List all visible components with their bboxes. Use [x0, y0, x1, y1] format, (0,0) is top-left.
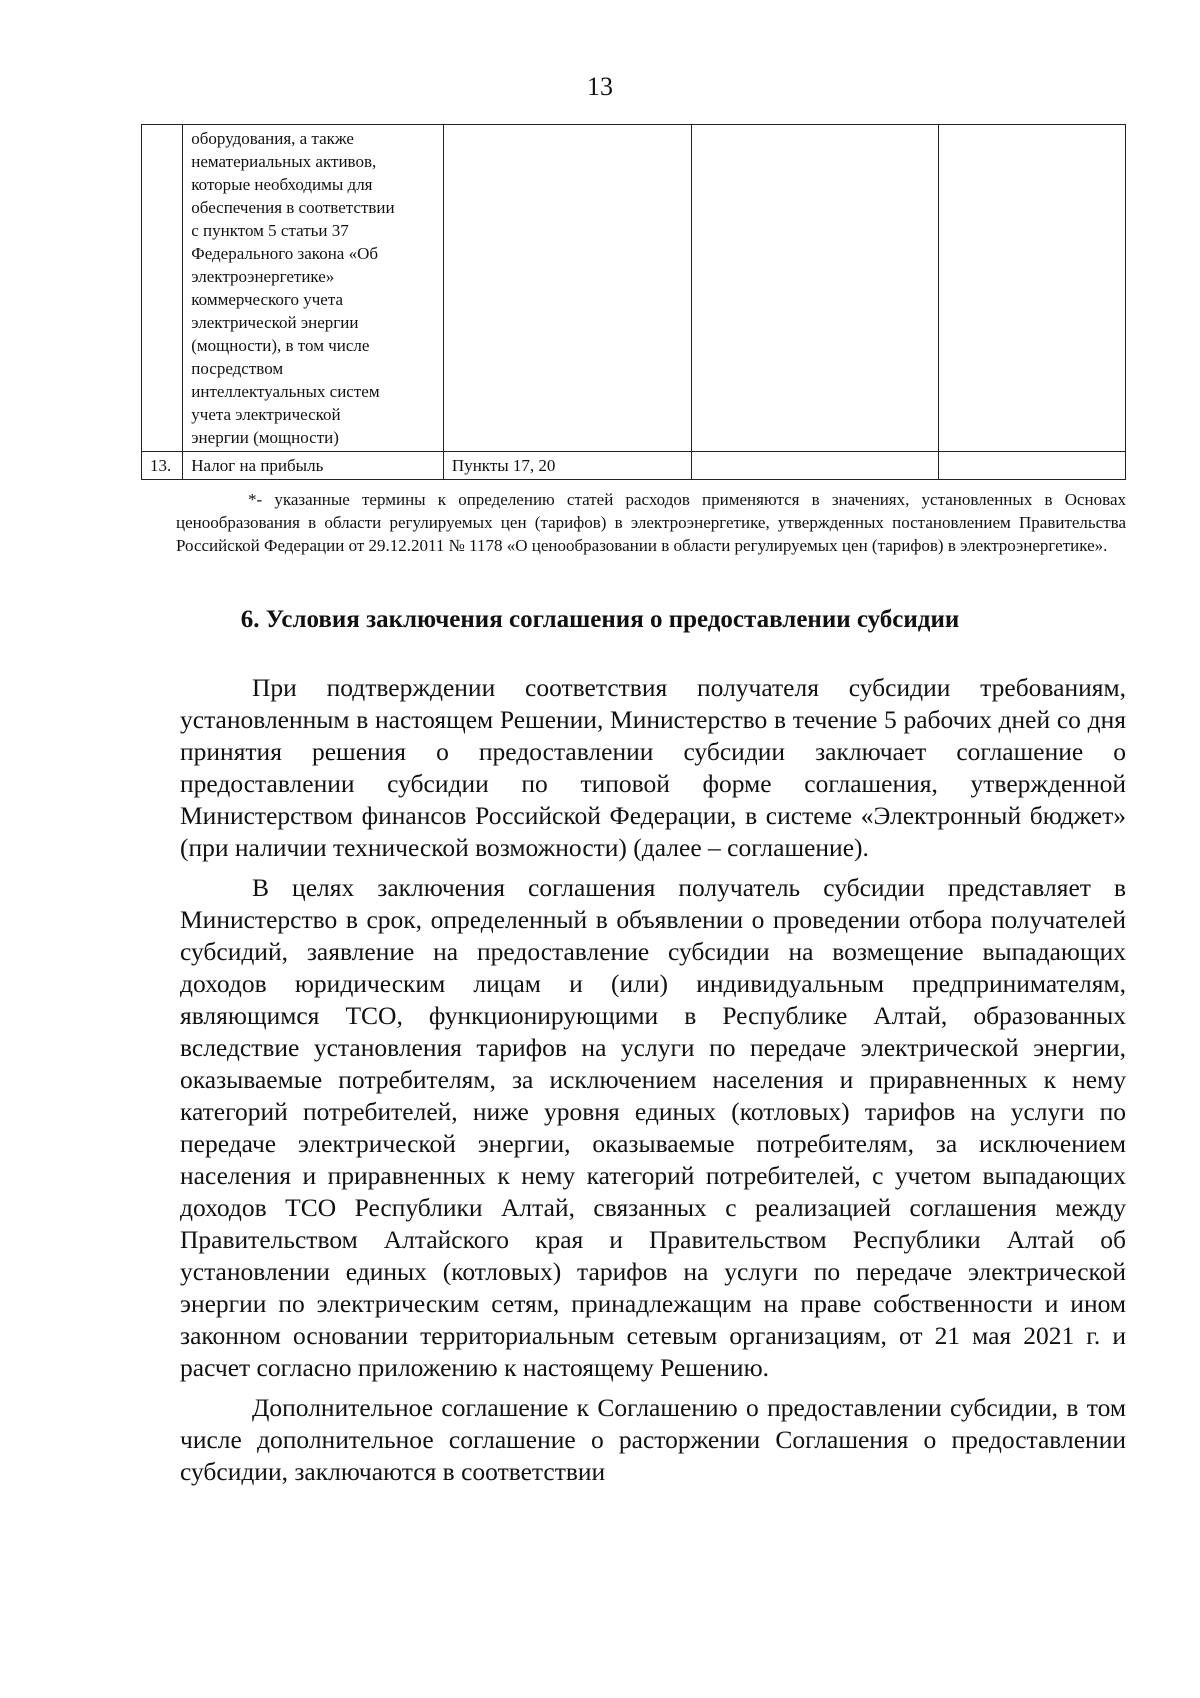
paragraph: В целях заключения соглашения получатель субсидии представляет в Министерство в срок, определенный в объявлении о проведении отбора получателей субсидий, заявление на предоставление субсидии на возмещение выпадающих доходов юридическим лицам и (или) индивидуальным предпринимателям, являющимся ТСО, функционирующими в Республике Алтай, образованных вследствие установления тарифов на услуги по передаче электрической энергии, оказываемые потребителям, за исключением населения и приравненных к нему категорий потребителей, ниже уровня единых (котловых) тарифов на услуги по передаче электрической энергии, оказываемые потребителям, за исключением населения и приравненных к нему категорий потребителей, с учетом выпадающих доходов ТСО Республики Алтай, связанных с реализацией соглашения между Правительством Алтайского края и Правительством Республики Алтай об установлении единых (котловых) тарифов на услуги по передаче электрической энергии по электрическим сетям, принадлежащим на праве собственности и ином законном основании территориальным сетевым организациям, от 21 мая 2021 г. и расчет согласно приложению к настоящему Решению.: [180, 873, 1126, 1382]
table-row: [142, 125, 1126, 452]
footnote-text: *- указанные термины к определению статей расходов применяются в значениях, установленных в Основах ценообразования в области регулируемых цен (тарифов) в электроэнергетике, утвержденных постановлением Правительства Российской Федерации от 29.12.2011 № 1178 «О ценообразовании в области регулируемых цен (тарифов) в электроэнергетике».: [176, 490, 1126, 555]
reference-cell: Пункты 17, 20: [443, 452, 691, 480]
expense-name-cell: Налог на прибыль: [183, 452, 444, 480]
expense-name-line: (мощности), в том числе: [191, 336, 370, 355]
expense-name-cell: [183, 125, 444, 452]
section-heading: 6. Условия заключения соглашения о предоставлении субсидии: [240, 606, 960, 633]
expense-name-line: электрической энергии: [191, 313, 359, 332]
empty-cell: [939, 125, 1126, 452]
expense-name-line: учета электрической: [191, 405, 341, 424]
row-number-cell: [142, 125, 183, 452]
expense-name-line: Федерального закона «Об: [191, 244, 379, 263]
expense-name-line: коммерческого учета: [191, 290, 344, 309]
footnote: [176, 488, 1126, 557]
reference-cell: [443, 125, 691, 452]
expense-table: [141, 124, 1126, 480]
paragraph: При подтверждении соответствия получателя субсидии требованиям, установленным в настоящем Решении, Министерство в течение 5 рабочих дней со дня принятия решения о предоставлении субсидии заключает соглашение о предоставлении субсидии по типовой форме соглашения, утвержденной Министерством финансов Российской Федерации, в системе «Электронный бюджет» (при наличии технической возможности) (далее – соглашение).: [180, 673, 1126, 862]
expense-name-line: посредством: [191, 359, 284, 378]
page-number: 13: [587, 72, 613, 101]
expense-name-line: обеспечения в соответствии: [191, 198, 395, 217]
table-row: [142, 452, 1126, 480]
expense-name-line: энергии (мощности): [191, 428, 339, 447]
expense-name-line: с пунктом 5 статьи 37: [191, 221, 349, 240]
expense-name-line: нематериальных активов,: [191, 152, 377, 171]
paragraph: Дополнительное соглашение к Соглашению о предоставлении субсидии, в том числе дополнительное соглашение о расторжении Соглашения о предоставлении субсидии, заключаются в соответствии: [180, 1393, 1126, 1486]
empty-cell: [691, 125, 939, 452]
empty-cell: [939, 452, 1126, 480]
body-text: [180, 672, 1126, 1488]
empty-cell: [691, 452, 939, 480]
expense-name-line: которые необходимы для: [191, 175, 373, 194]
expense-name-line: оборудования, а также: [191, 129, 354, 148]
expense-name-line: электроэнергетике»: [191, 267, 335, 286]
expense-name-line: интеллектуальных систем: [191, 382, 380, 401]
row-number-cell: 13.: [142, 452, 183, 480]
